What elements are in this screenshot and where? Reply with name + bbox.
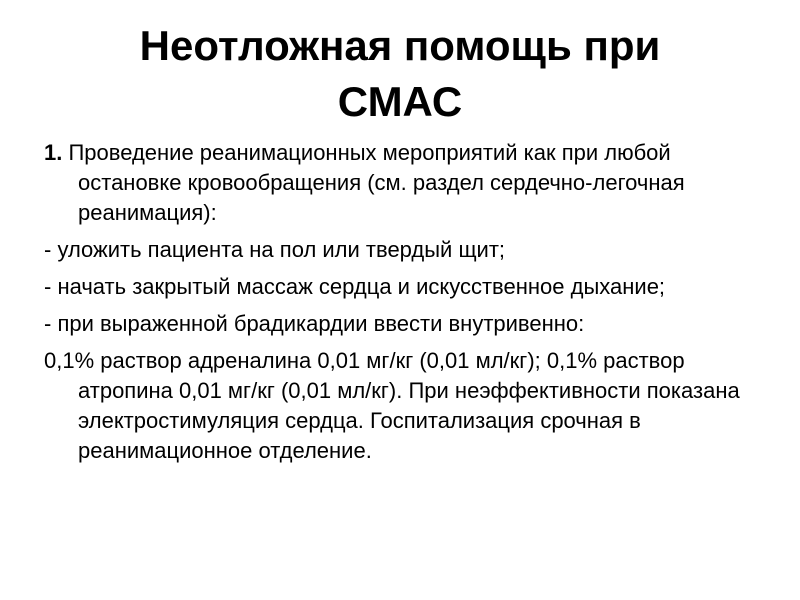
paragraph-4 xyxy=(44,309,764,339)
paragraph-5 xyxy=(44,346,764,466)
paragraph-text: - начать закрытый массаж сердца и искусственное дыхание; xyxy=(44,274,666,299)
slide-body xyxy=(44,138,764,473)
slide-title-line-2: СМАС xyxy=(337,78,463,125)
paragraph-number: 1. xyxy=(44,140,63,165)
paragraph-text: Проведение реанимационных мероприятий как при любой остановке кровообращения (см. раздел сердечно-легочная реанимация): xyxy=(62,140,685,225)
paragraph-text: 0,1% раствор адреналина 0,01 мг/кг (0,01 мл/кг); 0,1% раствор атропина 0,01 мг/кг (0,01 мл/кг). При неэффективности показана электростимуляция сердца. Госпитализация срочная в реанимационное отделение. xyxy=(44,348,740,463)
slide-title-line-1: Неотложная помощь при xyxy=(139,22,661,69)
paragraph-text: - уложить пациента на пол или твердый щит; xyxy=(44,237,506,262)
paragraph-1 xyxy=(44,138,764,228)
paragraph-2 xyxy=(44,235,764,265)
paragraph-3 xyxy=(44,272,764,302)
paragraph-text: - при выраженной брадикардии ввести внутривенно: xyxy=(44,311,585,336)
slide-title xyxy=(40,18,760,130)
